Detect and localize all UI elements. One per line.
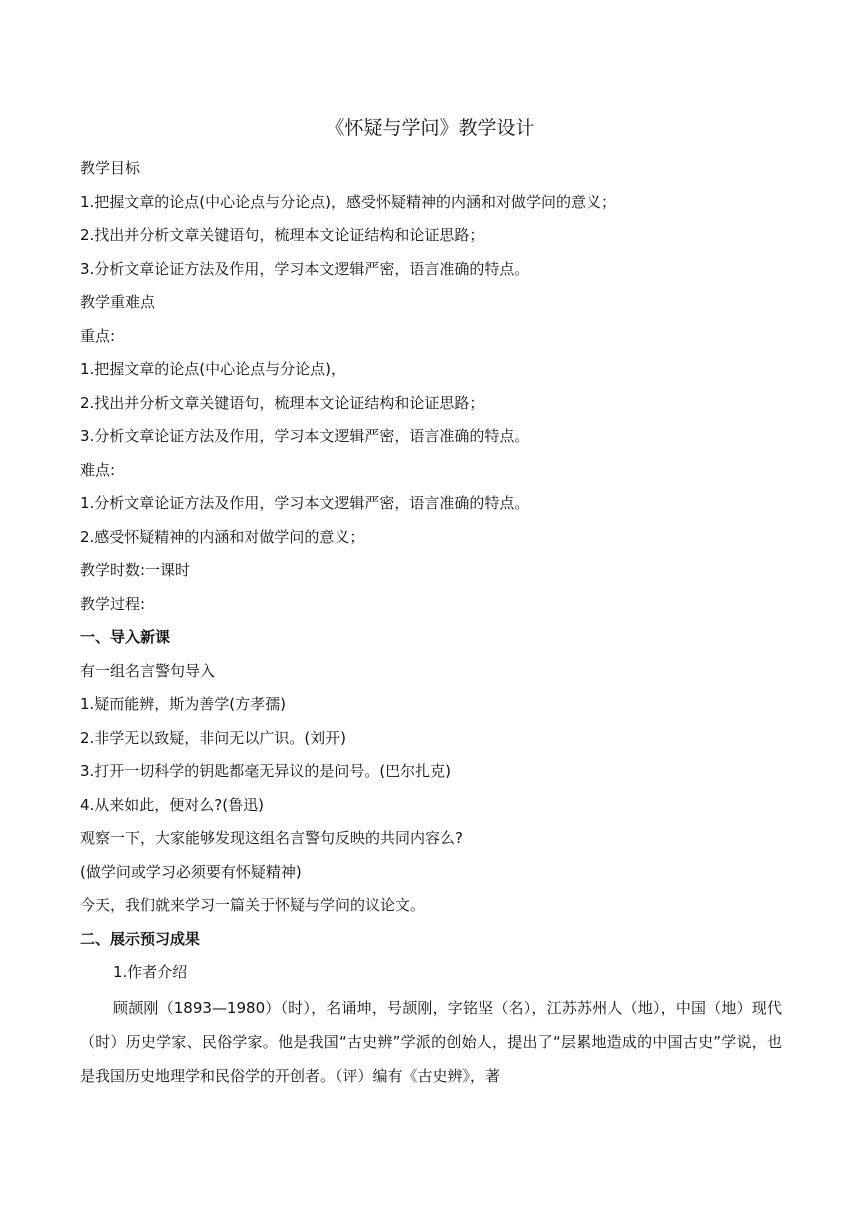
list-item: 2.找出并分析文章关键语句，梳理本文论证结构和论证思路； bbox=[80, 393, 485, 412]
text-line: (做学问或学习必须要有怀疑精神) bbox=[80, 862, 302, 881]
list-item: 3.分析文章论证方法及作用，学习本文逻辑严密，语言准确的特点。 bbox=[80, 427, 530, 445]
author-paragraph: 顾颉刚（1893—1980）（时），名诵坤，号颉刚，字铭坚（名），江苏苏州人（地），中国（地）现代（时）历史学家、民俗学家。他是我国“古史辨”学派的创始人，提出了“层累地造成的中国古史”学说，也是我国历史地理学和民俗学的开创者。（评）编有《古史辨》，著 bbox=[80, 999, 782, 1085]
class-hours: 教学时数:一课时 bbox=[80, 561, 191, 579]
subheading-focus: 重点: bbox=[80, 326, 116, 345]
quote-item: 3.打开一切科学的钥匙都毫无异议的是问号。(巴尔扎克) bbox=[80, 762, 452, 780]
quote-item: 4.从来如此，便对么?(鲁迅) bbox=[80, 795, 264, 814]
list-item: 1.把握文章的论点(中心论点与分论点)， bbox=[80, 360, 347, 378]
section-heading-preview: 二、展示预习成果 bbox=[80, 929, 201, 948]
subheading-author: 1.作者介绍 bbox=[113, 963, 188, 981]
list-item: 2.找出并分析文章关键语句，梳理本文论证结构和论证思路； bbox=[80, 226, 485, 244]
subheading-difficulty: 难点: bbox=[80, 460, 116, 479]
text-line: 今天，我们就来学习一篇关于怀疑与学问的议论文。 bbox=[80, 896, 426, 914]
list-item: 2.感受怀疑精神的内涵和对做学问的意义； bbox=[80, 527, 365, 546]
section-heading-intro: 一、导入新课 bbox=[80, 628, 171, 646]
list-item: 1.分析文章论证方法及作用，学习本文逻辑严密，语言准确的特点。 bbox=[80, 494, 530, 512]
heading-key-points: 教学重难点 bbox=[80, 293, 156, 311]
heading-teaching-goals: 教学目标 bbox=[80, 159, 141, 177]
list-item: 3.分析文章论证方法及作用，学习本文逻辑严密，语言准确的特点。 bbox=[80, 259, 530, 278]
quote-item: 1.疑而能辨，斯为善学(方孝孺) bbox=[80, 695, 287, 713]
quote-item: 2.非学无以致疑，非问无以广识。(刘开) bbox=[80, 728, 347, 747]
text-line: 有一组名言警句导入 bbox=[80, 661, 216, 680]
document-body bbox=[80, 152, 782, 990]
list-item: 1.把握文章的论点(中心论点与分论点)，感受怀疑精神的内涵和对做学问的意义； bbox=[80, 192, 617, 211]
document-title: 《怀疑与学问》教学设计 bbox=[325, 117, 535, 139]
heading-process: 教学过程: bbox=[80, 594, 146, 613]
text-line: 观察一下，大家能够发现这组名言警句反映的共同内容么? bbox=[80, 829, 463, 847]
